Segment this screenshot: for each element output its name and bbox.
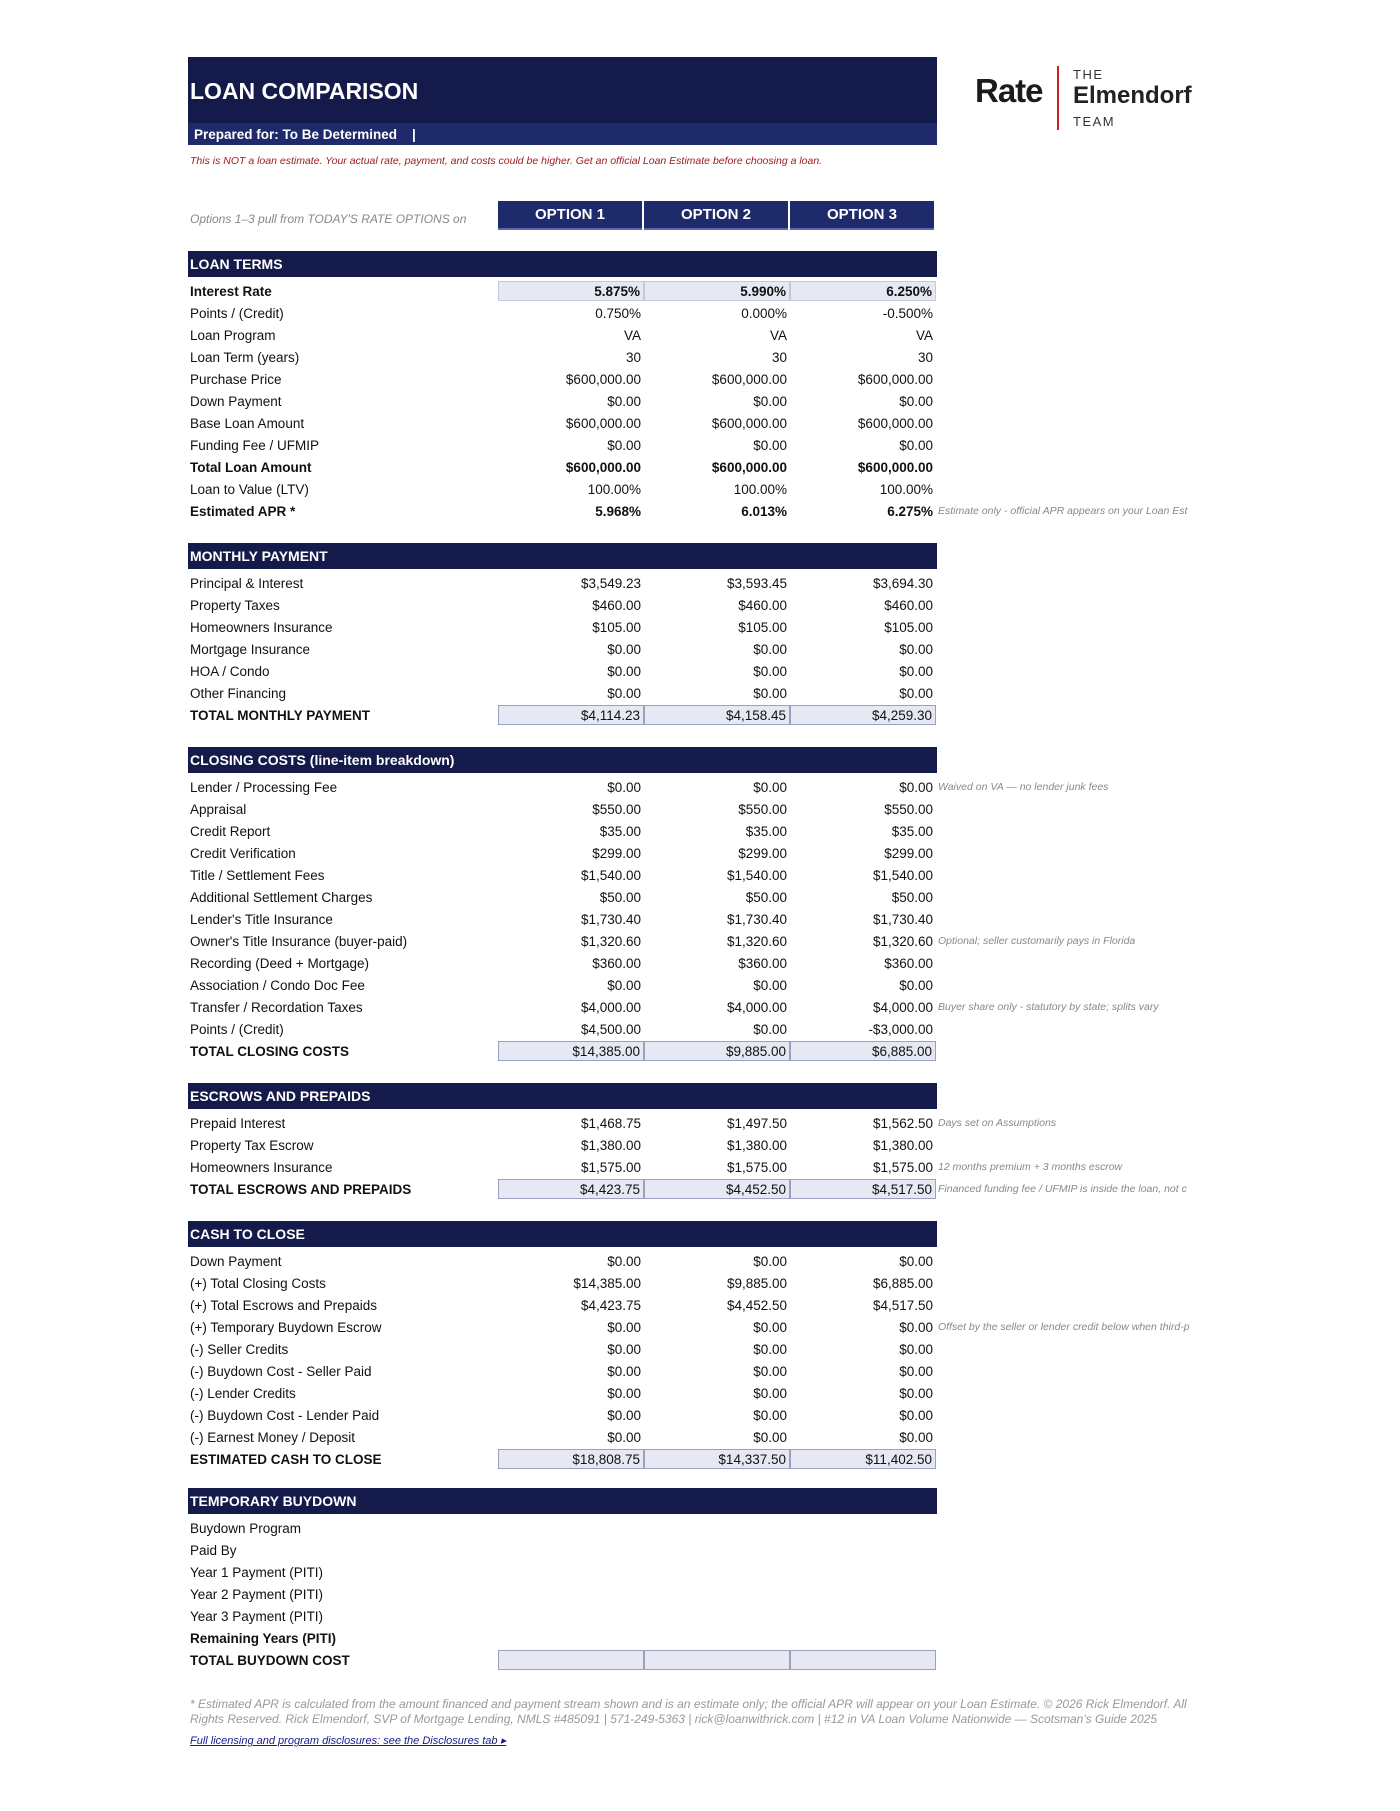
table-row (188, 1360, 1213, 1382)
option-2-value: $600,000.00 (711, 371, 787, 387)
section-header-loan-terms: LOAN TERMS (188, 251, 937, 277)
option-3-value: $600,000.00 (857, 415, 933, 431)
option-1-value: $1,540.00 (580, 867, 641, 883)
option-2-value: $0.00 (753, 1319, 787, 1335)
option-2-value: $550.00 (738, 801, 787, 817)
option-3-value: $1,380.00 (872, 1137, 933, 1153)
table-row (188, 302, 1213, 324)
option-2-value: $1,380.00 (726, 1137, 787, 1153)
option-3-value: $6,885.00 (872, 1275, 933, 1291)
option-1-value: VA (623, 327, 641, 343)
option-1-value: $0.00 (607, 1363, 641, 1379)
table-row (188, 842, 1213, 864)
row-label: Loan to Value (LTV) (190, 481, 309, 497)
option-3-value: $0.00 (899, 1407, 933, 1423)
option-1-value: $1,468.75 (580, 1115, 641, 1131)
row-label: Buydown Program (190, 1520, 302, 1536)
option-1-value: $14,385.00 (498, 1041, 644, 1061)
option-1-value: $0.00 (607, 1341, 641, 1357)
option-2-value: $3,593.45 (726, 575, 787, 591)
logo-the-text: THE (1073, 67, 1104, 82)
row-label: Credit Verification (190, 845, 296, 861)
option-1-value: $0.00 (607, 641, 641, 657)
row-label: Down Payment (190, 393, 282, 409)
row-label: Additional Settlement Charges (190, 889, 373, 905)
logo-team-text: TEAM (1073, 114, 1116, 129)
option-1-value: $0.00 (607, 1253, 641, 1269)
row-note: Offset by the seller or lender credit below when third-p (938, 1321, 1190, 1333)
row-label: Owner's Title Insurance (buyer-paid) (190, 933, 408, 949)
option-1-value: $1,320.60 (580, 933, 641, 949)
row-label: Estimated APR * (190, 503, 296, 519)
option-2-value: 30 (771, 349, 787, 365)
row-note: Days set on Assumptions (938, 1117, 1057, 1129)
option-2-value: $0.00 (753, 1385, 787, 1401)
row-label: Homeowners Insurance (190, 619, 333, 635)
option-1-value: 100.00% (587, 481, 641, 497)
options-note: Options 1–3 pull from TODAY'S RATE OPTIONS on (190, 212, 467, 226)
option-1-value: $0.00 (607, 685, 641, 701)
row-note: Optional; seller customarily pays in Florida (938, 935, 1136, 947)
option-3-value: $1,320.60 (872, 933, 933, 949)
option-1-value: $0.00 (607, 437, 641, 453)
option-2-value: $50.00 (745, 889, 787, 905)
row-label: TOTAL BUYDOWN COST (190, 1652, 350, 1668)
table-row (188, 1404, 1213, 1426)
option-2-value: $1,540.00 (726, 867, 787, 883)
option-1-value: 30 (625, 349, 641, 365)
option-1-value: $360.00 (592, 955, 641, 971)
table-row (188, 798, 1213, 820)
logo-divider (1057, 66, 1059, 130)
option-3-value: $0.00 (899, 1363, 933, 1379)
prepared-for-text: Prepared for: To Be Determined | (194, 127, 416, 142)
table-row (188, 1156, 1213, 1178)
row-label: Points / (Credit) (190, 305, 284, 321)
row-label: Principal & Interest (190, 575, 304, 591)
row-label: Year 3 Payment (PITI) (190, 1608, 324, 1624)
option-1-value: $0.00 (607, 977, 641, 993)
row-label: (-) Buydown Cost - Seller Paid (190, 1363, 372, 1379)
table-row (188, 500, 1213, 522)
option-1-value: $50.00 (599, 889, 641, 905)
option-1-value: $0.00 (607, 663, 641, 679)
table-row (188, 1517, 1213, 1539)
option-2-value: $1,730.40 (726, 911, 787, 927)
option-2-value: $14,337.50 (644, 1449, 790, 1469)
row-label: Transfer / Recordation Taxes (190, 999, 363, 1015)
option-2-value: 100.00% (733, 481, 787, 497)
option-3-value: 30 (917, 349, 933, 365)
option-1-value: $0.00 (607, 393, 641, 409)
table-row (188, 1649, 1213, 1671)
option-1-value: $0.00 (607, 1385, 641, 1401)
option-3-value: $1,540.00 (872, 867, 933, 883)
row-label: Year 1 Payment (PITI) (190, 1564, 324, 1580)
option-3-value: $0.00 (899, 641, 933, 657)
option-2-value: 6.013% (741, 503, 787, 519)
table-row (188, 1627, 1213, 1649)
table-row (188, 638, 1213, 660)
table-row (188, 974, 1213, 996)
row-label: Other Financing (190, 685, 287, 701)
option-2-value: $0.00 (753, 685, 787, 701)
table-row (188, 412, 1213, 434)
row-label: Purchase Price (190, 371, 282, 387)
option-3-value: $1,575.00 (872, 1159, 933, 1175)
row-label: TOTAL ESCROWS AND PREPAIDS (190, 1181, 412, 1197)
row-label: Points / (Credit) (190, 1021, 284, 1037)
section-header-escrows: ESCROWS AND PREPAIDS (188, 1083, 937, 1109)
option-3-value: $0.00 (899, 1429, 933, 1445)
option-3-value: -0.500% (882, 305, 933, 321)
row-label: Lender's Title Insurance (190, 911, 333, 927)
table-row (188, 952, 1213, 974)
option-3-value: $11,402.50 (790, 1449, 936, 1469)
row-note: Waived on VA — no lender junk fees (938, 781, 1109, 793)
option-3-value: $35.00 (891, 823, 933, 839)
option-1-value: $18,808.75 (498, 1449, 644, 1469)
row-note: Estimate only - official APR appears on your Loan Est (938, 505, 1188, 517)
table-row (188, 776, 1213, 798)
row-label: Remaining Years (PITI) (190, 1630, 337, 1646)
option-3-value: $4,259.30 (790, 705, 936, 725)
option-2-value: $0.00 (753, 779, 787, 795)
row-label: Lender / Processing Fee (190, 779, 338, 795)
table-row (188, 1539, 1213, 1561)
row-label: Homeowners Insurance (190, 1159, 333, 1175)
section-header-buydown: TEMPORARY BUYDOWN (188, 1488, 937, 1514)
row-label: Funding Fee / UFMIP (190, 437, 320, 453)
table-row (188, 1272, 1213, 1294)
option-3-value: $3,694.30 (872, 575, 933, 591)
section-header-cash-to-close: CASH TO CLOSE (188, 1221, 937, 1247)
table-row (188, 368, 1213, 390)
option-3-value: $0.00 (899, 1385, 933, 1401)
row-label: ESTIMATED CASH TO CLOSE (190, 1451, 382, 1467)
table-row (188, 820, 1213, 842)
table-row (188, 1112, 1213, 1134)
row-label: Paid By (190, 1542, 237, 1558)
table-row (188, 456, 1213, 478)
table-row (188, 864, 1213, 886)
section-header-monthly-payment: MONTHLY PAYMENT (188, 543, 937, 569)
option-3-value: VA (915, 327, 933, 343)
row-label: Base Loan Amount (190, 415, 305, 431)
row-label: TOTAL MONTHLY PAYMENT (190, 707, 371, 723)
table-row (188, 996, 1213, 1018)
table-row (188, 346, 1213, 368)
option-2-value: 0.000% (741, 305, 787, 321)
option-1-header: OPTION 1 (498, 201, 642, 230)
option-1-value: $0.00 (607, 1407, 641, 1423)
row-label: HOA / Condo (190, 663, 270, 679)
table-row (188, 1382, 1213, 1404)
row-label: (-) Lender Credits (190, 1385, 296, 1401)
option-1-value: $299.00 (592, 845, 641, 861)
table-row (188, 1316, 1213, 1338)
option-2-value: $0.00 (753, 1341, 787, 1357)
option-3-value: -$3,000.00 (868, 1021, 933, 1037)
row-label: Total Loan Amount (190, 459, 312, 475)
row-label: (+) Total Closing Costs (190, 1275, 326, 1291)
row-label: (-) Earnest Money / Deposit (190, 1429, 356, 1445)
option-2-value: $105.00 (738, 619, 787, 635)
option-1-value: $4,500.00 (580, 1021, 641, 1037)
option-1-value: $600,000.00 (565, 459, 641, 475)
option-2-value: $1,575.00 (726, 1159, 787, 1175)
table-row (188, 1294, 1213, 1316)
option-1-value: $550.00 (592, 801, 641, 817)
option-1-value: $0.00 (607, 1429, 641, 1445)
option-1-value: $105.00 (592, 619, 641, 635)
option-3-value: $600,000.00 (857, 371, 933, 387)
option-3-value: $1,730.40 (872, 911, 933, 927)
table-row (188, 478, 1213, 500)
table-row (188, 390, 1213, 412)
option-1-value: $4,423.75 (498, 1179, 644, 1199)
row-note: 12 months premium + 3 months escrow (938, 1161, 1123, 1173)
table-row (188, 616, 1213, 638)
option-2-value: $9,885.00 (644, 1041, 790, 1061)
row-label: Association / Condo Doc Fee (190, 977, 365, 993)
footer-disclosure: * Estimated APR is calculated from the amount financed and payment stream shown and is an estimate only; the official APR will appear on your Loan Estimate. © 2026 Rick Elmendorf. All Rights Reserved. Rick Elmendorf, SVP of Mortgage Lending, NMLS #485091 | 571-249-5363 | rick@loanwithrick.com | #12 in VA Loan Volume Nationwide — Scotsman's Guide 2025 (190, 1697, 1187, 1726)
option-2-value: $0.00 (753, 1429, 787, 1445)
option-2-value: $460.00 (738, 597, 787, 613)
option-2-value: $4,452.50 (644, 1179, 790, 1199)
option-1-value: 5.875% (498, 281, 644, 301)
table-row (188, 1426, 1213, 1448)
row-label: Title / Settlement Fees (190, 867, 325, 883)
option-1-value: 0.750% (595, 305, 641, 321)
table-row (188, 594, 1213, 616)
option-1-value: $460.00 (592, 597, 641, 613)
option-3-value: $6,885.00 (790, 1041, 936, 1061)
option-3-value: $360.00 (884, 955, 933, 971)
option-1-value: $0.00 (607, 1319, 641, 1335)
table-row (188, 1448, 1213, 1470)
option-3-value: $0.00 (899, 393, 933, 409)
table-row (188, 324, 1213, 346)
row-label: (-) Buydown Cost - Lender Paid (190, 1407, 380, 1423)
table-row (188, 1018, 1213, 1040)
table-row (188, 1561, 1213, 1583)
option-2-value: $9,885.00 (726, 1275, 787, 1291)
table-row (188, 1178, 1213, 1200)
row-label: Property Taxes (190, 597, 280, 613)
option-2-value: $360.00 (738, 955, 787, 971)
row-label: Appraisal (190, 801, 247, 817)
logo-team-name: Elmendorf (1073, 82, 1192, 109)
table-row (188, 660, 1213, 682)
option-3-value: $460.00 (884, 597, 933, 613)
disclaimer-text: This is NOT a loan estimate. Your actual rate, payment, and costs could be higher. Get an official Loan Estimate before choosing a loan. (190, 155, 823, 167)
option-2-value: $600,000.00 (711, 415, 787, 431)
row-label: Loan Program (190, 327, 276, 343)
row-label: (-) Seller Credits (190, 1341, 289, 1357)
option-3-value: $105.00 (884, 619, 933, 635)
option-2-value: $1,320.60 (726, 933, 787, 949)
row-label: Recording (Deed + Mortgage) (190, 955, 369, 971)
option-3-value: $50.00 (891, 889, 933, 905)
option-2-value: $0.00 (753, 663, 787, 679)
option-1-value: $35.00 (599, 823, 641, 839)
row-label: Property Tax Escrow (190, 1137, 314, 1153)
option-3-value: $0.00 (899, 663, 933, 679)
table-row (188, 1250, 1213, 1272)
option-2-value: $299.00 (738, 845, 787, 861)
section-header-closing-costs: CLOSING COSTS (line-item breakdown) (188, 747, 937, 773)
option-1-value: $600,000.00 (565, 415, 641, 431)
row-label: Loan Term (years) (190, 349, 300, 365)
option-3-value: $0.00 (899, 779, 933, 795)
table-row (188, 572, 1213, 594)
option-1-value: $14,385.00 (573, 1275, 641, 1291)
row-label: Prepaid Interest (190, 1115, 286, 1131)
disclosures-link[interactable]: Full licensing and program disclosures: see the Disclosures tab ▸ (190, 1735, 507, 1747)
table-row (188, 704, 1213, 726)
row-label: Credit Report (190, 823, 271, 839)
option-2-value (644, 1650, 790, 1670)
option-2-value: VA (769, 327, 787, 343)
option-1-value: $1,380.00 (580, 1137, 641, 1153)
option-3-value: $0.00 (899, 1253, 933, 1269)
table-row (188, 1605, 1213, 1627)
option-3-value (790, 1650, 936, 1670)
rate-logo: Rate (975, 72, 1043, 109)
option-3-value: 6.250% (790, 281, 936, 301)
option-3-value: $0.00 (899, 1341, 933, 1357)
table-row (188, 886, 1213, 908)
option-1-value: $1,575.00 (580, 1159, 641, 1175)
page-title: LOAN COMPARISON (190, 78, 419, 104)
row-label: TOTAL CLOSING COSTS (190, 1043, 350, 1059)
table-row (188, 930, 1213, 952)
option-2-value: $600,000.00 (711, 459, 787, 475)
row-label: (+) Temporary Buydown Escrow (190, 1319, 382, 1335)
option-3-value: $0.00 (899, 977, 933, 993)
option-2-value: $35.00 (745, 823, 787, 839)
row-label: Down Payment (190, 1253, 282, 1269)
option-2-value: $0.00 (753, 393, 787, 409)
table-row (188, 1134, 1213, 1156)
option-1-value: 5.968% (595, 503, 641, 519)
option-3-value: $0.00 (899, 1319, 933, 1335)
option-2-value: $0.00 (753, 641, 787, 657)
option-2-value: $0.00 (753, 1021, 787, 1037)
option-2-value: $0.00 (753, 977, 787, 993)
option-2-value: $4,000.00 (726, 999, 787, 1015)
option-1-value: $0.00 (607, 779, 641, 795)
option-3-value: $0.00 (899, 437, 933, 453)
option-1-value: $4,423.75 (580, 1297, 641, 1313)
option-2-value: $4,452.50 (726, 1297, 787, 1313)
table-row (188, 1040, 1213, 1062)
option-3-value: $0.00 (899, 685, 933, 701)
option-2-header: OPTION 2 (644, 201, 788, 230)
option-1-value: $4,114.23 (498, 705, 644, 725)
option-3-value: 6.275% (887, 503, 933, 519)
option-2-value: $4,158.45 (644, 705, 790, 725)
option-3-value: $299.00 (884, 845, 933, 861)
row-label: Year 2 Payment (PITI) (190, 1586, 324, 1602)
table-row (188, 1338, 1213, 1360)
row-note: Financed funding fee / UFMIP is inside the loan, not c (938, 1183, 1187, 1195)
option-2-value: $0.00 (753, 1407, 787, 1423)
option-2-value: 5.990% (644, 281, 790, 301)
table-row (188, 1583, 1213, 1605)
option-3-value: $4,000.00 (872, 999, 933, 1015)
option-2-value: $0.00 (753, 1363, 787, 1379)
row-label: Interest Rate (190, 283, 272, 299)
option-1-value (498, 1650, 644, 1670)
option-3-value: $550.00 (884, 801, 933, 817)
table-row (188, 908, 1213, 930)
table-row (188, 682, 1213, 704)
option-3-value: $1,562.50 (872, 1115, 933, 1131)
option-3-value: $600,000.00 (857, 459, 933, 475)
row-label: Mortgage Insurance (190, 641, 311, 657)
option-3-value: $4,517.50 (790, 1179, 936, 1199)
option-2-value: $0.00 (753, 1253, 787, 1269)
option-3-header: OPTION 3 (790, 201, 934, 230)
table-row (188, 434, 1213, 456)
table-row (188, 280, 1213, 302)
option-2-value: $0.00 (753, 437, 787, 453)
row-note: Buyer share only - statutory by state; splits vary (938, 1001, 1159, 1013)
option-3-value: $4,517.50 (872, 1297, 933, 1313)
option-2-value: $1,497.50 (726, 1115, 787, 1131)
option-1-value: $3,549.23 (580, 575, 641, 591)
option-1-value: $4,000.00 (580, 999, 641, 1015)
option-3-value: 100.00% (879, 481, 933, 497)
option-1-value: $600,000.00 (565, 371, 641, 387)
option-1-value: $1,730.40 (580, 911, 641, 927)
row-label: (+) Total Escrows and Prepaids (190, 1297, 377, 1313)
